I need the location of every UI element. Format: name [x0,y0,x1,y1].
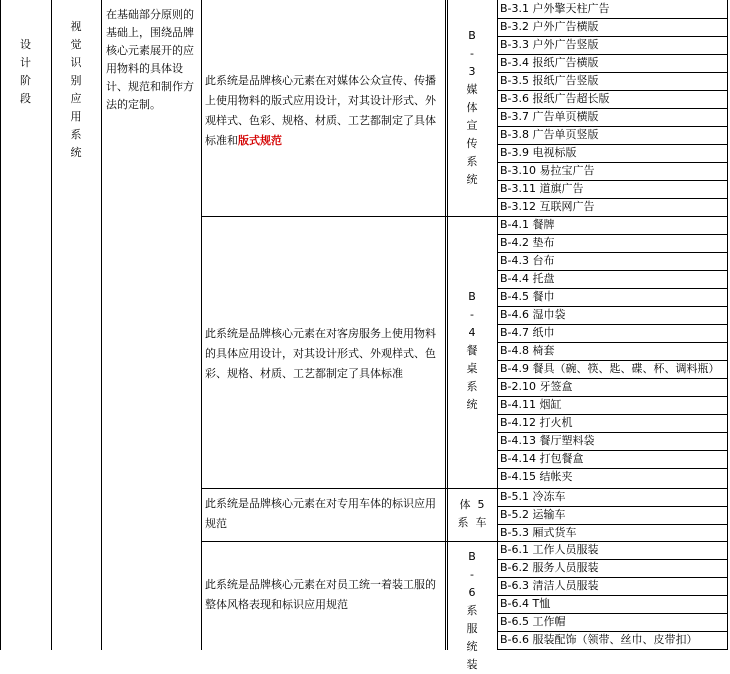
list-item: B-3.6 报纸广告超长版 [500,92,610,105]
list-item: B-3.8 广告单页竖版 [500,128,599,141]
list-item: B-4.8 椅套 [500,344,555,357]
section-b6-description: 此系统是品牌核心元素在对员工统一着装工服的整体风格表现和标识应用规范 [205,578,436,611]
list-item: B-4.7 纸巾 [500,326,555,339]
list-item: B-4.3 台布 [500,254,555,267]
list-item: B-3.3 户外广告竖版 [500,38,599,51]
principle-text: 在基础部分原则的基础上，围绕品牌核心元素展开的应用物料的具体设计、规范和制作方法的定制。 [106,8,194,111]
section-b5-description: 此系统是品牌核心元素在对专用车体的标识应用规范 [205,497,436,530]
section-b3-description: 此系统是品牌核心元素在对媒体公众宣传、传播上使用物料的版式应用设计，对其设计形式、外观样式、色彩、规格、材质、工艺都制定了具体标准和版式规范 [205,74,436,147]
list-item: B-4.9 餐具（碗、筷、匙、碟、杯、调料瓶） [500,362,720,375]
list-item: B-4.13 餐厅塑料袋 [500,434,595,447]
list-item: B-6.6 服装配饰（领带、丝巾、皮带扣） [500,633,698,646]
list-item: B-5.2 运输车 [500,508,566,521]
list-item: B-3.7 广告单页横版 [500,110,599,123]
grid-line [727,0,728,650]
list-item: B-4.6 湿巾袋 [500,308,566,321]
list-item: B-2.10 牙签盒 [500,380,573,393]
layout-spec-highlight: 版式规范 [238,134,282,147]
stage-label: 设 计 阶 段 [20,38,31,105]
list-item: B-6.4 T恤 [500,597,551,610]
list-item: B-3.2 户外广告横版 [500,20,599,33]
list-item: B-4.15 结帐夹 [500,470,573,483]
section-b4-description: 此系统是品牌核心元素在对客房服务上使用物料的具体应用设计，对其设计形式、外观样式、色彩、规格、材质、工艺都制定了具体标准 [205,327,436,380]
list-item: B-5.1 冷冻车 [500,490,566,503]
list-item: B-6.5 工作帽 [500,615,566,628]
section-b5-system: 体 5 系 车 [457,498,487,529]
list-item: B-5.3 厢式货车 [500,526,577,539]
list-item: B-3.10 易拉宝广告 [500,164,595,177]
list-item: B-4.4 托盘 [500,272,555,285]
grid-line [497,0,498,650]
list-item: B-3.4 报纸广告横版 [500,56,599,69]
list-item: B-3.11 道旗广告 [500,182,584,195]
section-divider [201,216,728,217]
list-item: B-3.1 户外擎天柱广告 [500,2,610,15]
list-item: B-4.11 烟缸 [500,398,562,411]
grid-line [101,0,102,650]
list-item: B-3.12 互联网广告 [500,200,595,213]
section-divider [201,488,728,489]
list-item: B-4.14 打包餐盒 [500,452,584,465]
section-b3-system: B - 3 媒 体 宣 传 系 统 [466,29,478,186]
list-item: B-3.9 电视标版 [500,146,577,159]
grid-line [201,0,202,650]
list-item: B-4.12 打火机 [500,416,573,429]
section-divider [201,541,728,542]
list-item: B-4.1 餐牌 [500,218,555,231]
category-label: 视 觉 识 别 应 用 系 统 [70,20,82,159]
list-item: B-6.1 工作人员服装 [500,543,599,556]
list-item: B-6.3 清洁人员服装 [500,579,599,592]
grid-line [445,0,446,650]
list-item: B-3.5 报纸广告竖版 [500,74,599,87]
list-item: B-6.2 服务人员服装 [500,561,599,574]
list-item: B-4.5 餐巾 [500,290,555,303]
list-item: B-4.2 垫布 [500,236,555,249]
section-b6-system: B - 6 系 服 统 装 [466,550,478,671]
section-b4-system: B - 4 餐 桌 系 统 [466,290,478,411]
